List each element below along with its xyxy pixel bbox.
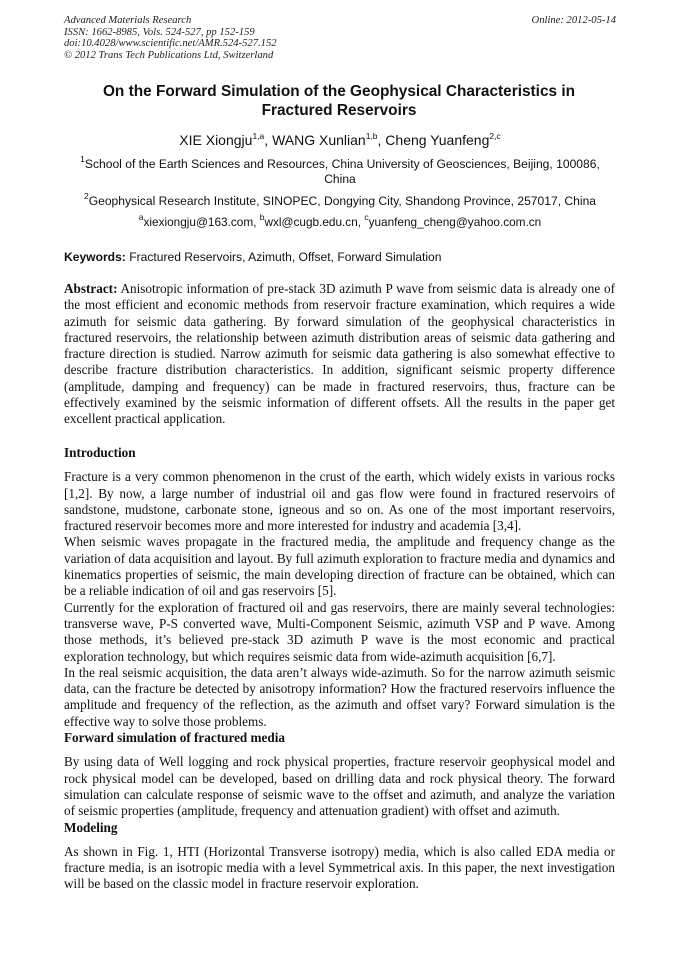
section-heading-forward-simulation: Forward simulation of fractured media [64, 730, 285, 746]
email-address[interactable]: xiexiongju@163.com, [143, 215, 260, 229]
issn-line: ISSN: 1662-8985, Vols. 524-527, pp 152-159 [64, 26, 255, 38]
affiliation-1 [64, 154, 616, 187]
affiliation-mark: 1 [80, 154, 85, 164]
doi-line: doi:10.4028/www.scientific.net/AMR.524-527.152 [64, 38, 277, 49]
email-address[interactable]: yuanfeng_cheng@yahoo.com.cn [368, 215, 542, 229]
author-name: Cheng Yuanfeng [385, 132, 490, 148]
email-mark: b [259, 212, 265, 222]
paragraph: Fracture is a very common phenomenon in the crust of the earth, which widely exists in various rocks [1,2]. By now, a large number of industrial oil and gas flow were found in fractured reservoirs of sandstone, mudstone, carbonate stone, igneous and so on. As one of the most important reservoirs, fractured reservoir becomes more and more interested for industry and academia [3,4]. [64, 469, 615, 534]
keywords [64, 250, 616, 265]
main-body [64, 445, 615, 893]
author-name: XIE Xiongju [179, 132, 253, 148]
copyright-line: © 2012 Trans Tech Publications Ltd, Switzerland [64, 49, 274, 61]
email-mark: c [364, 212, 369, 222]
affiliation-text: Geophysical Research Institute, SINOPEC, Dongying City, Shandong Province, 257017, China [88, 194, 597, 208]
email-mark: a [138, 212, 144, 222]
keywords-label: Keywords: [64, 250, 126, 264]
keywords-text: Fractured Reservoirs, Azimuth, Offset, Forward Simulation [125, 250, 442, 264]
author-separator: , [264, 132, 273, 148]
abstract [64, 281, 615, 428]
section-heading-introduction: Introduction [64, 445, 136, 460]
author-affiliation-mark: 1,b [365, 131, 378, 141]
affiliation-mark: 2 [83, 191, 89, 201]
author-affiliation-mark: 2,c [489, 131, 501, 141]
author-name: WANG Xunlian [272, 132, 366, 148]
author-list [64, 132, 616, 149]
section-heading-modeling: Modeling [64, 819, 118, 835]
author-separator: , [377, 132, 386, 148]
affiliation-2 [64, 191, 616, 209]
paragraph: When seismic waves propagate in the fractured media, the amplitude and frequency change as the variation of data acquisition and layout. By full azimuth exploration to fracture media and dynamics and kinematics properties of seismic, the main developing direction of fracture can be obtained, which can be a reliable indication of oil and gas reservoirs [5]. [64, 534, 615, 599]
paragraph: Currently for the exploration of fractured oil and gas reservoirs, there are mainly several technologies: transverse wave, P-S converted wave, Multi-Component Seismic, azimuth VSP and P wave. Among those methods, it’s believed pre-stack 3D azimuth P wave is the most economic and practical exploration technology, but which requires seismic data from wide-azimuth acquisition [6,7]. [64, 599, 615, 664]
paper-title: On the Forward Simulation of the Geophysical Characteristics in Fractured Reservoirs [102, 83, 576, 119]
author-affiliation-mark: 1,a [252, 131, 265, 141]
abstract-label: Abstract: [64, 281, 118, 296]
email-address[interactable]: wxl@cugb.edu.cn, [264, 215, 365, 229]
paragraph: In the real seismic acquisition, the data aren’t always wide-azimuth. So for the narrow azimuth seismic data, can the fracture be detected by anisotropy information? How the fractured reservoirs influence the amplitude and frequency of the reflection, as the azimuth and offset vary? Forward simulation is the effective way to solve those problems. [64, 664, 615, 729]
journal-header [64, 15, 616, 61]
affiliation-text: School of the Earth Sciences and Resources, China University of Geosciences, Beijing, 100086, China [84, 157, 600, 186]
paragraph: By using data of Well logging and rock physical properties, fracture reservoir geophysical model and rock physical model can be developed, based on drilling data and rock physical theory. The forward simulation can calculate response of seismic wave to the offset and azimuth, and analyze the variation of seismic properties (amplitude, frequency and attenuation gradient) with offset and azimuth. [64, 754, 615, 819]
online-date: Online: 2012-05-14 [531, 15, 616, 26]
paragraph: As shown in Fig. 1, HTI (Horizontal Transverse isotropy) media, which is also called EDA media or fracture media, is an isotropic media with a level Symmetrical axis. In this paper, the next investigation will be based on the classic model in fracture reservoir exploration. [64, 843, 615, 892]
journal-name: Advanced Materials Research [64, 15, 192, 26]
email-list [64, 212, 616, 230]
abstract-text: Anisotropic information of pre-stack 3D azimuth P wave from seismic data is already one of the most efficient and economic methods from reservoir fracture examination, which requires a wide azimuth for seismic data gathering. By forward simulation of the geophysical characteristics in fractured reservoirs, the relationship between azimuth distribution areas of seismic data gathering and fracture direction is studied. Narrow azimuth for seismic data gathering is also somewhat effective to describe fracture distribution characteristics. In addition, significant seismic property difference (amplitude, damping and frequency) can be made in fractured reservoirs, thus, fracture can be effectively examined by the seismic information of different offsets. All the results in the paper get excellent practical application. [64, 281, 615, 427]
